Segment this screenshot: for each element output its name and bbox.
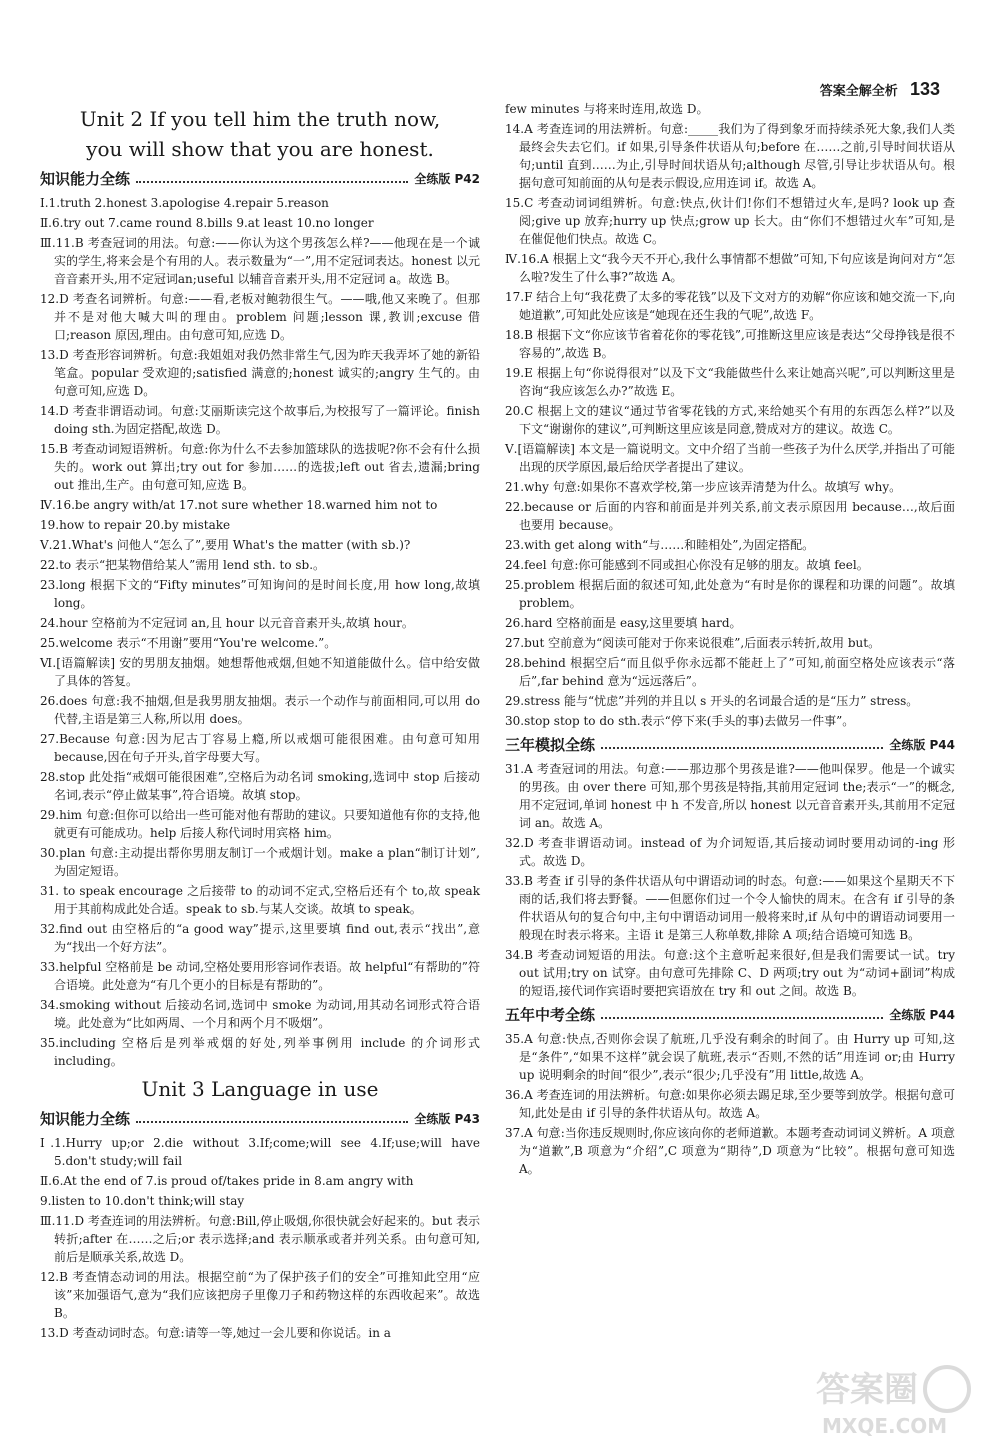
answer-item: 22.because or 后面的内容和前面是并列关系,前文表示原因用 because…,故后面也要用 because。 bbox=[505, 500, 955, 532]
answer-item: Ⅱ.6.try out 7.came round 8.bills 9.at least 10.no longer bbox=[40, 216, 374, 230]
watermark-logo bbox=[812, 1361, 982, 1441]
answer-item: 32.find out 由空格后的“a good way”提示,这里要填 find out,表示“找出”,意为“找出一个好方法”。 bbox=[40, 922, 480, 954]
section-name: 三年模拟全练 bbox=[505, 736, 596, 754]
answer-item: 30.plan 句意:主动提出帮你男朋友制订一个戒烟计划。make a plan“制订计划”,为固定短语。 bbox=[40, 846, 480, 878]
leader-dots bbox=[136, 1121, 408, 1123]
right-column bbox=[505, 100, 955, 1180]
answer-list-three-year bbox=[505, 760, 955, 1000]
answer-item: 19.E 根据上句“你说得很对”以及下文“我能做些什么来让她高兴呢”,可以判断这里是咨询“我应该怎么办?”故选 E。 bbox=[505, 366, 955, 398]
answer-list-five-year bbox=[505, 1030, 955, 1178]
answer-item: 28.behind 根据空后“而且似乎你永远都不能赶上了”可知,前面空格处应该表示“落后”,far behind 意为“远远落后”。 bbox=[505, 656, 955, 688]
answer-item: 37.A 句意:当你违反规则时,你应该向你的老师道歉。本题考查动词词义辨析。A 项意为“道歉”,B 项意为“介绍”,C 项意为“期待”,D 项意为“比较”。根据句意可知选 A。 bbox=[505, 1126, 955, 1176]
answer-item: 14.A 考查连词的用法辨析。句意:_____我们为了得到象牙而持续杀死大象,我们人类最终会失去它们。if 如果,引导条件状语从句;before 在……之前,引导时间状语从句;until 直到……为止,引导时间状语从句;although 尽管,引导让步状语从句。根据句意可知前面的从句是表示假设,应用连词 if。故选 A。 bbox=[505, 122, 955, 190]
answer-item: 24.feel 句意:你可能感到不同或担心你没有足够的朋友。故填 feel。 bbox=[505, 558, 869, 572]
answer-item: Ⅰ.1.Hurry up;or 2.die without 3.If;come;will see 4.If;use;will have 5.don't study;will fail bbox=[40, 1136, 480, 1168]
answer-item: 26.does 句意:我不抽烟,但是我男朋友抽烟。表示一个动作与前面相同,可以用 do 代替,主语是第三人称,所以用 does。 bbox=[40, 694, 480, 726]
section-header-five-year bbox=[505, 1006, 955, 1024]
answer-item: 35.including 空格后是列举戒烟的好处,列举事例用 include 的介词形式 including。 bbox=[40, 1036, 480, 1068]
unit3-title: Unit 3 Language in use bbox=[141, 1077, 379, 1101]
answer-item: 13.D 考查动词时态。句意:请等一等,她过一会儿要和你说话。in a bbox=[40, 1326, 391, 1340]
answer-item: 17.F 结合上句“我花费了太多的零花钱”以及下文对方的劝解“你应该和她交流一下,向她道歉”,可知此处应该是“她现在还生我的气呢”,故选 F。 bbox=[505, 290, 955, 322]
answer-item: 15.B 考查动词短语辨析。句意:你为什么不去参加篮球队的选拔呢?你不会有什么损失的。work out 算出;try out for 参加……的选拔;left out 省去,遗漏;bring out 推出,生产。由句意可知,应选 B。 bbox=[40, 442, 480, 492]
section-header-knowledge-unit2 bbox=[40, 170, 480, 188]
section-version: 全练版 P44 bbox=[889, 738, 955, 752]
answer-item: 26.hard 空格前面是 easy,这里要填 hard。 bbox=[505, 616, 742, 630]
answer-item: 28.stop 此处指“戒烟可能很困难”,空格后为动名词 smoking,选词中 stop 后接动名词,表示“停止做某事”,符合语境。故填 stop。 bbox=[40, 770, 480, 802]
answer-item: 29.stress 能与“忧虑”并列的并且以 s 开头的名词最合适的是“压力” stress。 bbox=[505, 694, 919, 708]
section-version: 全练版 P44 bbox=[889, 1008, 955, 1022]
watermark-text-cn: 答案圈 bbox=[816, 1370, 918, 1410]
answer-item: 31. to speak encourage 之后接带 to 的动词不定式,空格后还有个 to,故 speak 用于其前构成此处合适。speak to sb.与某人交谈。故填 to speak。 bbox=[40, 884, 480, 916]
answer-item: Ⅴ.21.What's 问他人“怎么了”,要用 What's the matter (with sb.)? bbox=[40, 538, 411, 552]
page-header bbox=[820, 80, 940, 101]
answer-item: 21.why 句意:如果你不喜欢学校,第一步应该弄清楚为什么。故填写 why。 bbox=[505, 480, 902, 494]
answer-item: 30.stop stop to do sth.表示“停下来(手头的事)去做另一件事”。 bbox=[505, 714, 855, 728]
section-name: 五年中考全练 bbox=[505, 1006, 596, 1024]
answer-item: 20.C 根据上文的建议“通过节省零花钱的方式,来给她买个有用的东西怎么样?”以及下文“谢谢你的建议”,可判断这里应该是同意,赞成对方的建议。故选 C。 bbox=[505, 404, 955, 436]
section-header-three-year bbox=[505, 736, 955, 754]
answer-item: 35.A 句意:快点,否则你会误了航班,几乎没有剩余的时间了。由 Hurry up 可知,这是“条件”,“如果不这样”就会误了航班,表示“否则,不然的话”用连词 or;由 Hurry up 说明剩余的时间“很少”,表示“很少;几乎没有”用 little,故选 A。 bbox=[505, 1032, 955, 1082]
answer-item: 9.listen to 10.don't think;will stay bbox=[40, 1194, 245, 1208]
answer-item: 19.how to repair 20.by mistake bbox=[40, 518, 231, 532]
answer-item: Ⅱ.6.At the end of 7.is proud of/takes pride in 8.am angry with bbox=[40, 1174, 414, 1188]
leader-dots bbox=[601, 1017, 883, 1019]
unit2-title-line2: you will show that you are honest. bbox=[86, 137, 434, 161]
answer-item: 15.C 考查动词词组辨析。句意:快点,伙计们!你们不想错过火车,是吗? look up 查阅;give up 放弃;hurry up 快点;grow up 长大。由“你们不想错过火车”可知,是在催促他们快点。故选 C。 bbox=[505, 196, 955, 246]
section-version: 全练版 P43 bbox=[414, 1112, 480, 1126]
left-column bbox=[40, 100, 480, 1344]
unit2-title-line1: Unit 2 If you tell him the truth now, bbox=[79, 107, 441, 131]
leader-dots bbox=[136, 181, 408, 183]
answer-item: 23.with get along with“与……和睦相处”,为固定搭配。 bbox=[505, 538, 815, 552]
answer-item: 33.B 考查 if 引导的条件状语从句中谓语动词的时态。句意:——如果这个星期天不下雨的话,我们将去野餐。——但愿你们过一个令人愉快的周末。在含有 if 引导的条件状语从句的复合句中,主句中谓语动词用一般将来时,if 从句中的谓语动词要用一般现在时表示将来。主语 it 是第三人称单数,排除 A 项;结合语境可知选 B。 bbox=[505, 874, 955, 942]
answer-item: few minutes 与将来时连用,故选 D。 bbox=[505, 102, 709, 116]
answer-item: 24.hour 空格前为不定冠词 an,且 hour 以元音音素开头,故填 hour。 bbox=[40, 616, 414, 630]
answer-item: 22.to 表示“把某物借给某人”需用 lend sth. to sb.。 bbox=[40, 558, 326, 572]
answer-item: 29.him 句意:但你可以给出一些可能对他有帮助的建议。只要知道他有你的支持,他就更有可能成功。help 后接人称代词时用宾格 him。 bbox=[40, 808, 480, 840]
leader-dots bbox=[601, 747, 883, 749]
answer-item: 33.helpful 空格前是 be 动词,空格处要用形容词作表语。故 helpful“有帮助的”符合语境。此处意为“有几个更小的目标是有帮助的”。 bbox=[40, 960, 480, 992]
unit2-title bbox=[40, 104, 480, 164]
answer-item: Ⅲ.11.B 考查冠词的用法。句意:——你认为这个男孩怎么样?——他现在是一个诚实的学生,将来会是个有用的人。表示数量为“一”,用不定冠词表达。honest 以元音音素开头,用不定冠词an;useful 以辅音音素开头,用不定冠词 a。故选 B。 bbox=[40, 236, 480, 286]
section-version: 全练版 P42 bbox=[414, 172, 480, 186]
section-header-knowledge-unit3 bbox=[40, 1110, 480, 1128]
page-number: 133 bbox=[909, 79, 940, 99]
answer-item: Ⅰ.1.truth 2.honest 3.apologise 4.repair 5.reason bbox=[40, 196, 329, 210]
answer-item: 12.D 考查名词辨析。句意:——看,老板对鲍勃很生气。——哦,他又来晚了。但那并不是对他大喊大叫的理由。problem 问题;lesson 课,教训;excuse 借口;reason 原因,理由。由句意可知,应选 D。 bbox=[40, 292, 480, 342]
answer-item: Ⅵ.[语篇解读] 安的男朋友抽烟。她想帮他戒烟,但她不知道能做什么。信中给安做了具体的答复。 bbox=[40, 656, 480, 688]
answer-item: 27.but 空前意为“阅读可能对于你来说很难”,后面表示转折,故用 but。 bbox=[505, 636, 881, 650]
answer-list-continued bbox=[505, 100, 955, 730]
section-name: 知识能力全练 bbox=[40, 170, 131, 188]
answer-item: 32.D 考查非谓语动词。instead of 为介词短语,其后接动词时要用动词的-ing 形式。故选 D。 bbox=[505, 836, 955, 868]
answer-item: 34.B 考查动词短语的用法。句意:这个主意听起来很好,但是我们需要试一试。try out 试用;try on 试穿。由句意可先排除 C、D 两项;try out 为“动词+副词”构成的短语,接代词作宾语时要把宾语放在 try 和 out 之间。故选 B。 bbox=[505, 948, 955, 998]
running-title: 答案全解全析 bbox=[819, 84, 898, 99]
answer-item: 25.problem 根据后面的叙述可知,此处意为“有时是你的课程和功课的问题”。故填 problem。 bbox=[505, 578, 955, 610]
answer-item: Ⅴ.[语篇解读] 本文是一篇说明文。文中介绍了当前一些孩子为什么厌学,并指出了可能出现的厌学原因,最后给厌学者提出了建议。 bbox=[505, 442, 955, 474]
answer-item: 25.welcome 表示“不用谢”要用“You're welcome.”。 bbox=[40, 636, 337, 650]
answer-list-unit3 bbox=[40, 1134, 480, 1342]
answer-list-unit2 bbox=[40, 194, 480, 1070]
answer-item: 18.B 根据下文“你应该节省着花你的零花钱”,可推断这里应该是表达“父母挣钱是很不容易的”,故选 B。 bbox=[505, 328, 955, 360]
answer-item: 12.B 考查情态动词的用法。根据空前“为了保护孩子们的安全”可推知此空用“应该”来加强语气,意为“我们应该把房子里像刀子和药物这样的东西收起来”。故选 B。 bbox=[40, 1270, 480, 1320]
answer-item: 31.A 考查冠词的用法。句意:——那边那个男孩是谁?——他叫保罗。他是一个诚实的男孩。由 over there 可知,那个男孩是特指,其前用定冠词 the;表示“一”的概念,用不定冠词,单词 honest 中 h 不发音,所以 honest 以元音音素开头,其前用不定冠词 an。故选 A。 bbox=[505, 762, 955, 830]
answer-item: 23.long 根据下文的“Fifty minutes”可知询问的是时间长度,用 how long,故填 long。 bbox=[40, 578, 480, 610]
answer-item: 36.A 考查连词的用法辨析。句意:如果你必须去踢足球,至少要等到放学。根据句意可知,此处是由 if 引导的条件状语从句。故选 A。 bbox=[505, 1088, 955, 1120]
answer-item: Ⅳ.16.A 根据上文“我今天不开心,我什么事情都不想做”可知,下句应该是询问对方“怎么啦?发生了什么事?”故选 A。 bbox=[505, 252, 955, 284]
answer-item: 14.D 考查非谓语动词。句意:艾丽斯读完这个故事后,为校报写了一篇评论。finish doing sth.为固定搭配,故选 D。 bbox=[40, 404, 480, 436]
answer-item: Ⅲ.11.D 考查连词的用法辨析。句意:Bill,停止吸烟,你很快就会好起来的。but 表示转折;after 在……之后;or 表示选择;and 表示顺承或者并列关系。由句意可知,前后是顺承关系,故选 D。 bbox=[40, 1214, 480, 1264]
answer-item: 27.Because 句意:因为尼古丁容易上瘾,所以戒烟可能很困难。由句意可知用 because,因在句子开头,首字母要大写。 bbox=[40, 732, 480, 764]
section-name: 知识能力全练 bbox=[40, 1110, 131, 1128]
answer-item: 34.smoking without 后接动名词,选词中 smoke 为动词,用其动名词形式符合语境。此处意为“比如两周、一个月和两个月不吸烟”。 bbox=[40, 998, 480, 1030]
watermark-text-url: MXQE.COM bbox=[822, 1414, 948, 1438]
answer-item: Ⅳ.16.be angry with/at 17.not sure whether 18.warned him not to bbox=[40, 498, 438, 512]
answer-item: 13.D 考查形容词辨析。句意:我姐姐对我仍然非常生气,因为昨天我弄坏了她的新铅笔盒。popular 受欢迎的;satisfied 满意的;honest 诚实的;angry 生气的。由句意可知,应选 D。 bbox=[40, 348, 480, 398]
